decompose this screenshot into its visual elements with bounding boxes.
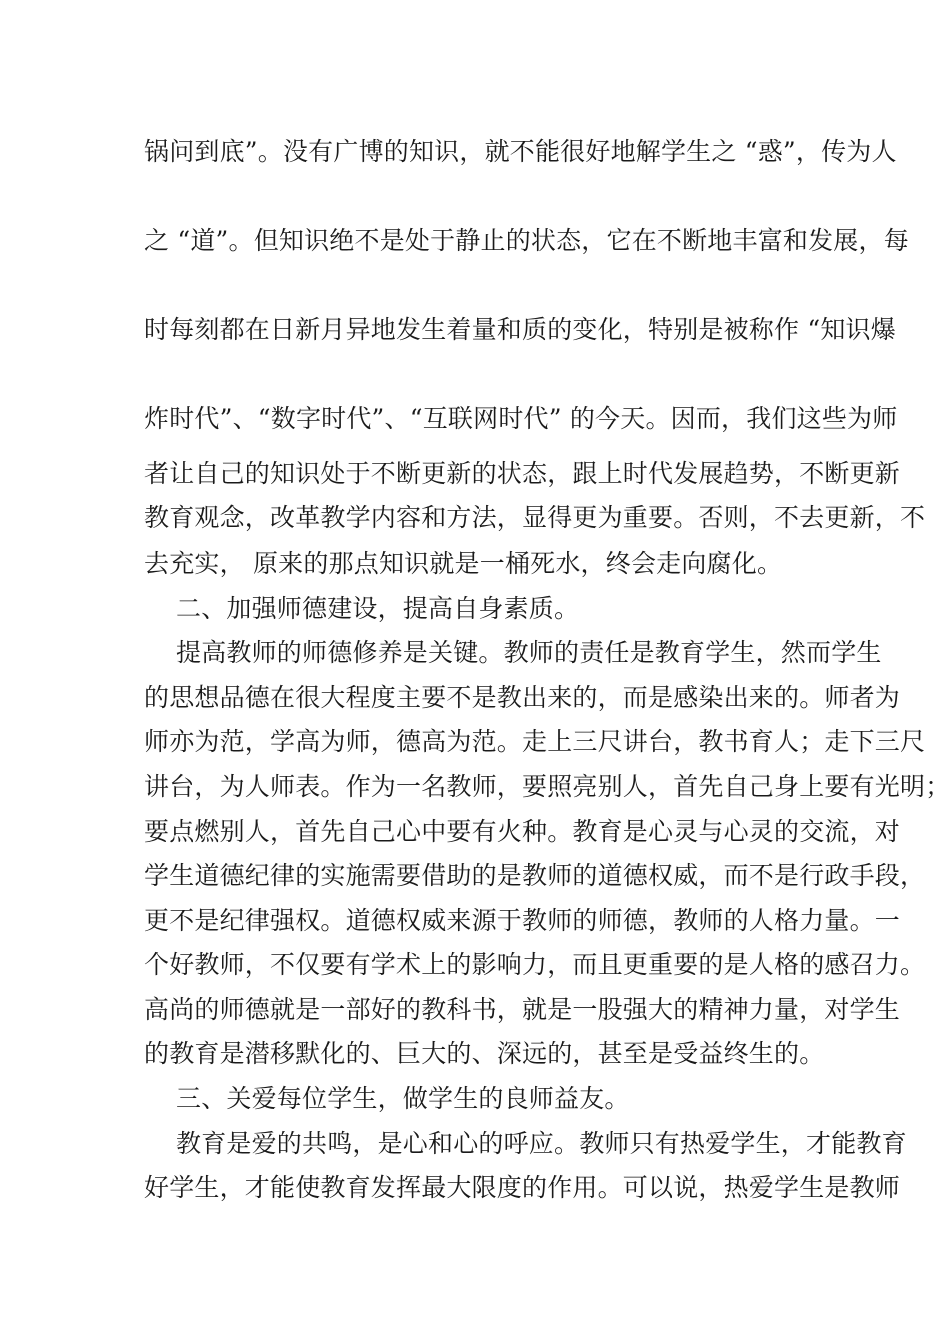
text-line: 要点燃别人，首先自己心中要有火种。教育是心灵与心灵的交流，对	[144, 817, 901, 846]
text-line: 个好教师，不仅要有学术上的影响力，而且更重要的是人格的感召力。	[144, 950, 926, 979]
paragraph-first-line: 教育是爱的共鸣，是心和心的呼应。教师只有热爱学生，才能教育	[176, 1129, 907, 1158]
text-line: 高尚的师德就是一部好的教科书，就是一股强大的精神力量，对学生	[144, 995, 901, 1024]
text-line: 的思想品德在很大程度主要不是教出来的，而是感染出来的。师者为	[144, 683, 901, 712]
text-line: 之 “道”。但知识绝不是处于静止的状态，它在不断地丰富和发展，每	[144, 226, 909, 255]
text-line: 师亦为范，学高为师，德高为范。走上三尺讲台，教书育人；走下三尺	[144, 727, 926, 756]
text-line: 学生道德纪律的实施需要借助的是教师的道德权威，而不是行政手段，	[144, 861, 926, 890]
section-heading: 二、加强师德建设，提高自身素质。	[176, 594, 580, 623]
text-line: 者让自己的知识处于不断更新的状态，跟上时代发展趋势，不断更新	[144, 459, 901, 488]
text-line: 去充实， 原来的那点知识就是一桶死水，终会走向腐化。	[144, 549, 783, 578]
text-line: 炸时代”、“数字时代”、“互联网时代” 的今天。因而，我们这些为师	[144, 404, 898, 433]
text-line: 好学生，才能使教育发挥最大限度的作用。可以说，热爱学生是教师	[144, 1173, 901, 1202]
text-line: 的教育是潜移默化的、巨大的、深远的，甚至是受益终生的。	[144, 1039, 825, 1068]
section-heading: 三、关爱每位学生，做学生的良师益友。	[176, 1084, 630, 1113]
text-line: 更不是纪律强权。道德权威来源于教师的师德，教师的人格力量。一	[144, 906, 901, 935]
text-line: 锅问到底”。没有广博的知识，就不能很好地解学生之 “惑”，传为人	[144, 137, 897, 166]
paragraph-first-line: 提高教师的师德修养是关键。教师的责任是教育学生，然而学生	[176, 638, 882, 667]
text-line: 教育观念，改革教学内容和方法，显得更为重要。否则，不去更新，不	[144, 503, 926, 532]
text-line: 时每刻都在日新月异地发生着量和质的变化，特别是被称作 “知识爆	[144, 315, 896, 344]
text-line: 讲台，为人师表。作为一名教师，要照亮别人，首先自己身上要有光明；	[144, 772, 950, 801]
